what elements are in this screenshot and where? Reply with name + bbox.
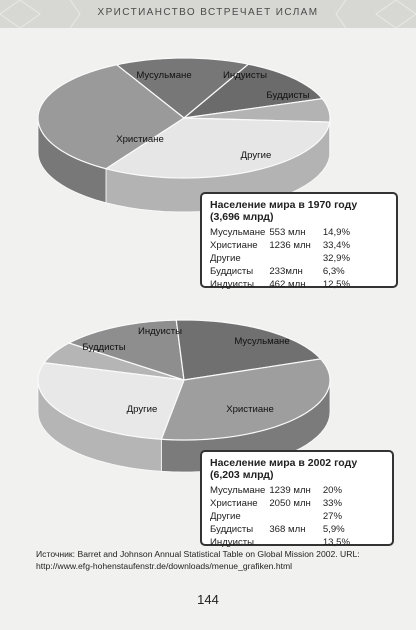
- legend-1970: [200, 192, 398, 288]
- legend-name: Буддисты: [210, 524, 254, 535]
- legend-name: Индуисты: [210, 279, 255, 290]
- legend-percent: 27%: [322, 511, 343, 522]
- legend-2002: [200, 450, 394, 546]
- legend-row-hindus: [210, 278, 350, 291]
- page-number: 144: [197, 592, 219, 607]
- legend-row-muslims: [210, 484, 350, 497]
- pie-label-others: Другие: [240, 150, 272, 161]
- legend-percent: 6,3%: [322, 266, 345, 277]
- legend-name: Мусульмане: [210, 227, 266, 238]
- legend-count: 553 млн: [269, 227, 306, 238]
- legend-table-1970: [210, 226, 350, 291]
- legend-row-others: [210, 510, 350, 523]
- legend-row-muslims: [210, 226, 350, 239]
- legend-percent: 20%: [322, 485, 343, 496]
- legend-row-buddhists: [210, 523, 350, 536]
- legend-percent: 5,9%: [322, 524, 345, 535]
- running-header: [0, 0, 416, 28]
- legend-row-others: [210, 252, 350, 265]
- pie-label-buddhists: Буддисты: [266, 90, 310, 101]
- pie-label-muslims: Мусульмане: [234, 336, 290, 347]
- source-note: Источник: Barret and Johnson Annual Statistical Table on Global Mission 2002. URL: http://www.efg-hohenstaufenstr.de/downloads/menue_grafiken.html: [36, 549, 360, 571]
- legend-count: 233млн: [269, 266, 303, 277]
- legend-percent: 33,4%: [322, 240, 351, 251]
- legend-count: 462 млн: [269, 279, 306, 290]
- legend-table-2002: [210, 484, 350, 549]
- legend-row-christians: [210, 497, 350, 510]
- legend-count: 1236 млн: [269, 240, 311, 251]
- legend-name: Другие: [210, 253, 241, 264]
- legend-name: Другие: [210, 511, 241, 522]
- legend-percent: 12,5%: [322, 279, 351, 290]
- legend-name: Буддисты: [210, 266, 254, 277]
- pie-label-others: Другие: [126, 404, 158, 415]
- pie-label-hindus: Индуисты: [137, 326, 183, 337]
- legend-title-2002: Население мира в 2002 году (6,203 млрд): [210, 457, 358, 481]
- pie-label-hindus: Индуисты: [222, 70, 268, 81]
- legend-name: Христиане: [210, 240, 258, 251]
- legend-row-christians: [210, 239, 350, 252]
- legend-name: Христиане: [210, 498, 258, 509]
- legend-count: [265, 252, 311, 265]
- legend-row-buddhists: [210, 265, 350, 278]
- legend-percent: 32,9%: [322, 253, 351, 264]
- legend-count: 368 млн: [269, 524, 306, 535]
- pie-label-buddhists: Буддисты: [82, 342, 126, 353]
- pie-label-christians: Христиане: [226, 404, 274, 415]
- legend-count: 1239 млн: [269, 485, 311, 496]
- legend-count: [265, 510, 311, 523]
- legend-title-1970: Население мира в 1970 году (3,696 млрд): [210, 199, 358, 223]
- header-title: ХРИСТИАНСТВО ВСТРЕЧАЕТ ИСЛАМ: [97, 7, 319, 18]
- legend-percent: 14,9%: [322, 227, 351, 238]
- legend-percent: 33%: [322, 498, 343, 509]
- pie-label-muslims: Мусульмане: [136, 70, 192, 81]
- legend-percent: 13,5%: [322, 537, 351, 548]
- legend-count: 2050 млн: [269, 498, 311, 509]
- pie-label-christians: Христиане: [116, 134, 164, 145]
- legend-name: Индуисты: [210, 537, 255, 548]
- legend-name: Мусульмане: [210, 485, 266, 496]
